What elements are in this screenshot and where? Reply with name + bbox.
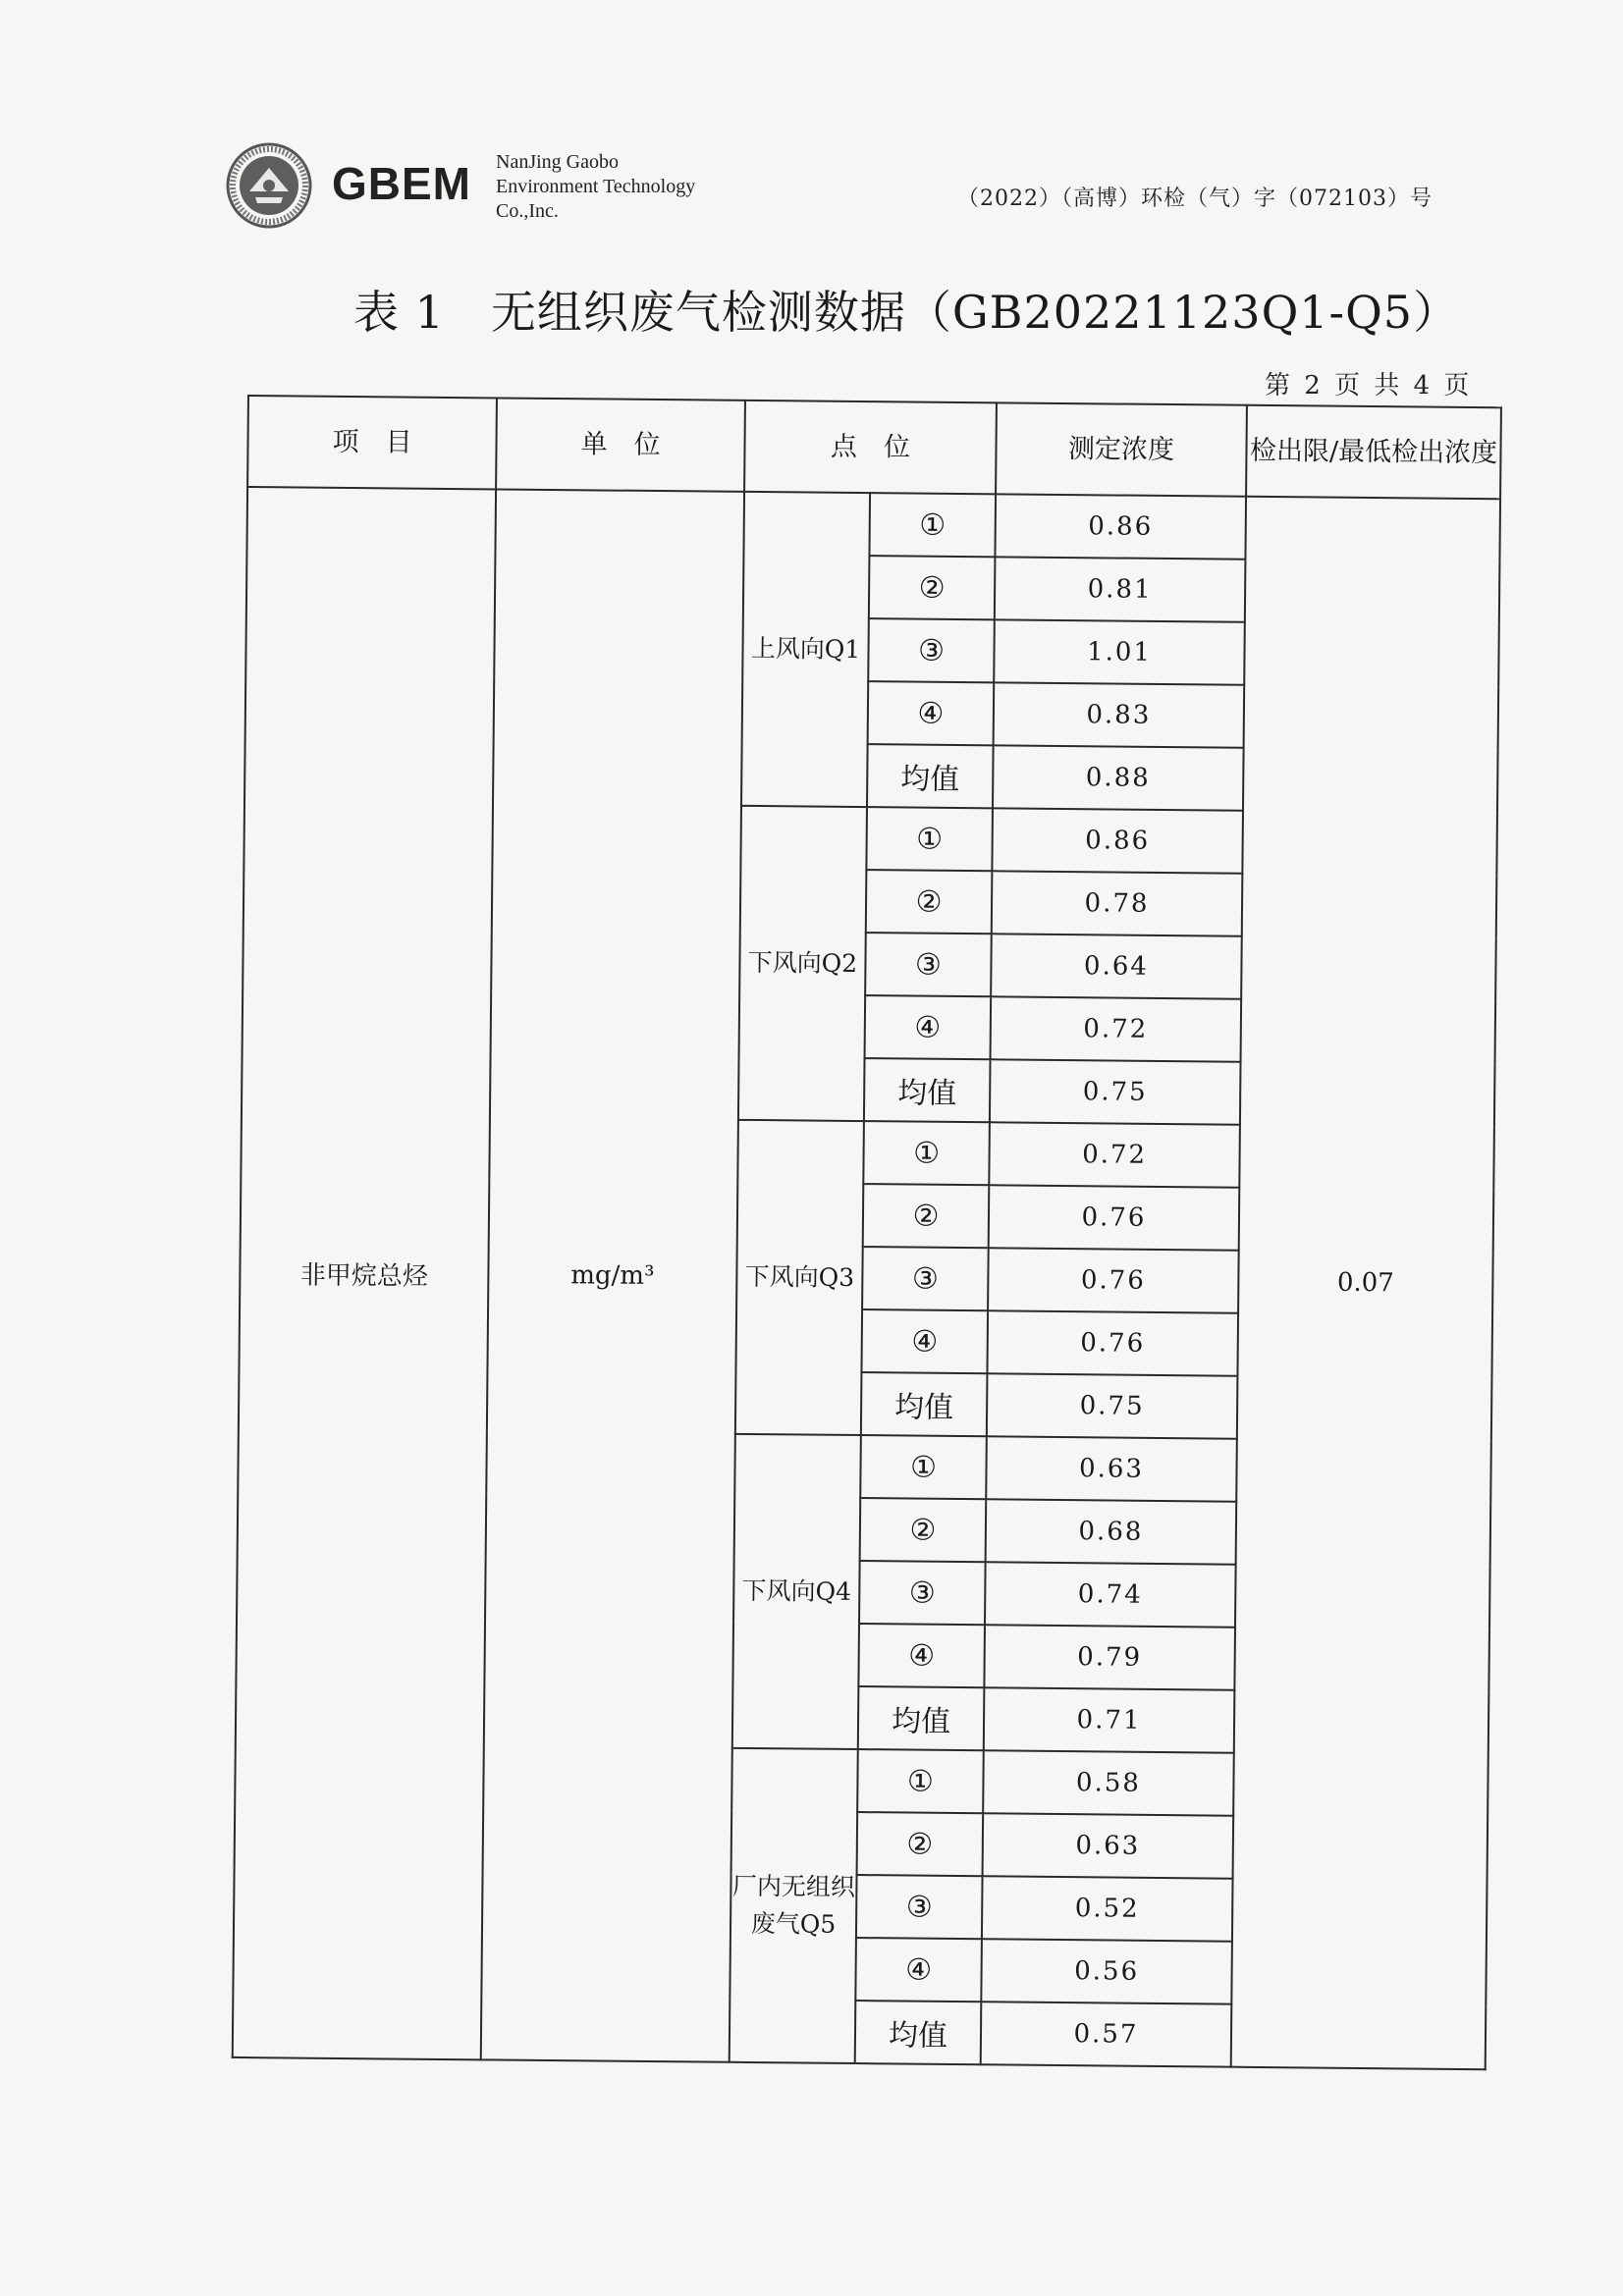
sample-label: ②: [866, 870, 993, 934]
concentration-value: 0.74: [985, 1562, 1236, 1627]
concentration-value: 0.64: [991, 934, 1242, 998]
sample-label: ④: [861, 1309, 988, 1373]
header-item: 项 目: [247, 396, 497, 489]
concentration-value: 0.72: [991, 996, 1242, 1061]
point-cell: 下风向Q3: [735, 1120, 864, 1435]
brand-name: GBEM: [332, 158, 471, 209]
sample-label: ③: [865, 933, 992, 996]
concentration-value: 0.88: [993, 745, 1244, 810]
concentration-value: 0.52: [982, 1876, 1233, 1941]
sample-label: ④: [868, 681, 995, 745]
sample-label: ③: [868, 618, 995, 682]
sample-label: ①: [857, 1749, 984, 1813]
document-title: 表 1 无组织废气检测数据（GB20221123Q1-Q5）: [353, 286, 1460, 339]
sample-label: ①: [869, 493, 996, 557]
sample-label: 均值: [864, 1058, 991, 1122]
concentration-value: 0.68: [986, 1499, 1237, 1564]
concentration-value: 0.86: [992, 808, 1243, 873]
unit-cell: mg/m³: [481, 489, 744, 2061]
company-line-1: NanJing Gaobo: [496, 151, 619, 173]
concentration-value: 0.57: [981, 2002, 1232, 2066]
concentration-value: 0.81: [995, 557, 1246, 621]
data-table-wrapper: [232, 395, 1500, 2070]
concentration-value: 0.63: [983, 1813, 1234, 1878]
sample-label: ④: [855, 1938, 982, 2002]
page-indicator: 第 2 页 共 4 页: [1265, 371, 1473, 400]
concentration-value: 0.76: [988, 1248, 1239, 1312]
header-point: 点 位: [744, 400, 997, 494]
table-row: [246, 487, 1500, 561]
sample-label: 均值: [858, 1686, 985, 1750]
header-unit: 单 位: [496, 398, 745, 491]
sample-label: ④: [858, 1624, 985, 1687]
concentration-value: 0.71: [984, 1687, 1235, 1752]
header-concentration: 测定浓度: [996, 402, 1247, 496]
company-line-2: Environment Technology: [496, 176, 696, 197]
concentration-value: 0.72: [989, 1122, 1240, 1187]
concentration-value: 0.75: [990, 1059, 1241, 1124]
sample-label: ②: [857, 1812, 984, 1876]
point-cell: 下风向Q2: [738, 806, 867, 1121]
concentration-value: 1.01: [994, 619, 1245, 684]
concentration-value: 0.75: [987, 1373, 1238, 1438]
sample-label: ③: [856, 1875, 983, 1939]
sample-label: ③: [859, 1561, 986, 1625]
concentration-value: 0.79: [984, 1625, 1235, 1689]
point-cell: 厂内无组织废气Q5: [730, 1748, 858, 2063]
sample-label: ②: [863, 1184, 990, 1248]
point-cell: 下风向Q4: [732, 1434, 861, 1749]
sample-label: ②: [869, 556, 996, 619]
emission-data-table: [232, 395, 1502, 2070]
concentration-value: 0.78: [992, 871, 1243, 935]
concentration-value: 0.58: [983, 1750, 1234, 1815]
report-number: （2022）（高博）环检（气）字（072103）号: [957, 187, 1433, 211]
sample-label: ③: [862, 1247, 989, 1310]
concentration-value: 0.63: [986, 1436, 1237, 1501]
company-line-3: Co.,Inc.: [496, 200, 559, 222]
sample-label: ①: [863, 1121, 990, 1185]
table-header-row: [247, 396, 1501, 499]
company-seal-logo: [226, 142, 312, 229]
sample-label: ②: [860, 1498, 987, 1562]
sample-label: 均值: [867, 744, 994, 808]
concentration-value: 0.76: [987, 1310, 1238, 1375]
sample-label: ④: [865, 995, 992, 1059]
header-limit: 检出限/最低检出浓度: [1246, 405, 1501, 499]
concentration-value: 0.86: [995, 494, 1246, 559]
sample-label: 均值: [861, 1372, 988, 1436]
concentration-value: 0.76: [989, 1185, 1240, 1250]
sample-label: ①: [866, 807, 993, 871]
sample-label: ①: [860, 1435, 987, 1499]
sample-label: 均值: [855, 2001, 982, 2064]
item-cell: 非甲烷总烃: [233, 487, 496, 2059]
limit-cell: 0.07: [1231, 497, 1500, 2069]
company-name: [496, 150, 695, 224]
concentration-value: 0.83: [994, 682, 1245, 747]
concentration-value: 0.56: [981, 1939, 1232, 2003]
point-cell: 上风向Q1: [741, 492, 870, 807]
